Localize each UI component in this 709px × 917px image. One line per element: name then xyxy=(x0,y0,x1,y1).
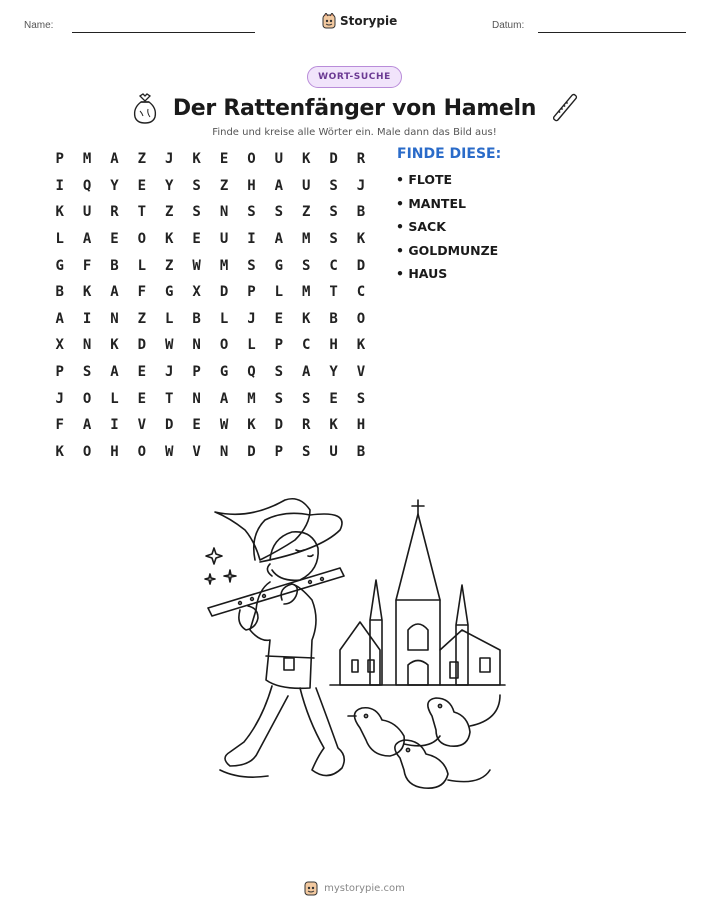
grid-cell[interactable]: M xyxy=(301,284,311,301)
word-list xyxy=(396,172,498,290)
grid-cell[interactable]: Q xyxy=(82,177,92,194)
grid-cell[interactable]: G xyxy=(274,257,284,274)
date-label: Datum: xyxy=(492,20,525,31)
grid-cell[interactable]: L xyxy=(274,284,284,301)
grid-cell[interactable]: B xyxy=(55,284,64,301)
grid-cell[interactable]: S xyxy=(247,257,256,274)
grid-cell[interactable]: D xyxy=(274,417,284,434)
grid-cell[interactable]: S xyxy=(274,204,284,221)
footer xyxy=(0,880,709,896)
grid-cell[interactable]: C xyxy=(356,284,366,301)
grid-cell[interactable]: S xyxy=(301,443,311,460)
grid-cell[interactable]: B xyxy=(110,257,119,274)
grid-cell[interactable]: K xyxy=(192,151,201,168)
grid-cell[interactable]: B xyxy=(356,443,366,460)
grid-cell[interactable]: W xyxy=(219,417,229,434)
grid-cell[interactable]: R xyxy=(110,204,119,221)
brand-logo xyxy=(322,13,397,29)
grid-cell[interactable]: Z xyxy=(165,257,174,274)
grid-cell[interactable]: L xyxy=(247,337,256,354)
grid-cell[interactable]: P xyxy=(55,364,64,381)
name-line[interactable] xyxy=(72,32,255,33)
grid-cell[interactable]: D xyxy=(329,151,338,168)
grid-cell[interactable]: S xyxy=(192,177,201,194)
grid-cell[interactable]: H xyxy=(110,443,119,460)
grid-cell[interactable]: K xyxy=(55,204,64,221)
grid-cell[interactable]: L xyxy=(165,310,174,327)
grid-cell[interactable]: P xyxy=(192,364,201,381)
grid-cell[interactable]: I xyxy=(247,231,256,248)
flute-icon xyxy=(550,92,578,124)
grid-cell[interactable]: H xyxy=(329,337,338,354)
grid-cell[interactable]: E xyxy=(192,231,201,248)
grid-cell[interactable]: S xyxy=(274,390,284,407)
grid-cell[interactable]: A xyxy=(82,231,92,248)
grid-cell[interactable]: K xyxy=(301,151,311,168)
grid-cell[interactable]: E xyxy=(110,231,119,248)
grid-cell[interactable]: R xyxy=(301,417,311,434)
grid-cell[interactable]: S xyxy=(274,364,284,381)
grid-cell[interactable]: D xyxy=(219,284,229,301)
grid-cell[interactable]: G xyxy=(219,364,229,381)
grid-cell[interactable]: O xyxy=(137,231,147,248)
grid-cell[interactable]: J xyxy=(247,310,256,327)
grid-cell[interactable]: G xyxy=(55,257,64,274)
grid-cell[interactable]: K xyxy=(55,443,64,460)
grid-cell[interactable]: J xyxy=(55,390,64,407)
category-badge-label: WORT-SUCHE xyxy=(318,72,391,82)
grid-cell[interactable]: K xyxy=(110,337,119,354)
grid-cell[interactable]: I xyxy=(110,417,119,434)
instructions: Finde und kreise alle Wörter ein. Male dann das Bild aus! xyxy=(212,127,497,138)
grid-cell[interactable]: E xyxy=(274,310,284,327)
grid-cell[interactable]: F xyxy=(55,417,64,434)
word-list-heading: FINDE DIESE: xyxy=(397,146,502,162)
grid-cell[interactable]: W xyxy=(192,257,201,274)
grid-cell[interactable]: J xyxy=(356,177,366,194)
grid-cell[interactable]: K xyxy=(356,231,366,248)
grid-cell[interactable]: Q xyxy=(247,364,256,381)
grid-cell[interactable]: H xyxy=(356,417,366,434)
title-row xyxy=(0,88,709,128)
grid-cell[interactable]: S xyxy=(301,257,311,274)
grid-cell[interactable]: M xyxy=(247,390,256,407)
page-title: Der Rattenfänger von Hameln xyxy=(172,95,537,121)
grid-cell[interactable]: A xyxy=(110,151,119,168)
grid-cell[interactable]: L xyxy=(137,257,147,274)
grid-cell[interactable]: U xyxy=(301,177,311,194)
grid-cell[interactable]: E xyxy=(192,417,201,434)
grid-cell[interactable]: P xyxy=(274,337,284,354)
grid-cell[interactable]: O xyxy=(137,443,147,460)
grid-cell[interactable]: G xyxy=(165,284,174,301)
grid-cell[interactable]: E xyxy=(329,390,338,407)
grid-cell[interactable]: K xyxy=(301,310,311,327)
coloring-illustration[interactable] xyxy=(200,490,510,800)
grid-cell[interactable]: S xyxy=(247,204,256,221)
grid-cell[interactable]: M xyxy=(82,151,92,168)
grid-cell[interactable]: N xyxy=(82,337,92,354)
grid-cell[interactable]: K xyxy=(356,337,366,354)
grid-cell[interactable]: A xyxy=(219,390,229,407)
grid-cell[interactable]: J xyxy=(165,364,174,381)
grid-cell[interactable]: P xyxy=(55,151,64,168)
grid-cell[interactable]: U xyxy=(82,204,92,221)
grid-cell[interactable]: D xyxy=(137,337,147,354)
grid-cell[interactable]: A xyxy=(274,231,284,248)
grid-cell[interactable]: N xyxy=(192,337,201,354)
grid-cell[interactable]: S xyxy=(329,231,338,248)
grid-cell[interactable]: Y xyxy=(329,364,338,381)
grid-cell[interactable]: M xyxy=(219,257,229,274)
grid-cell[interactable]: D xyxy=(247,443,256,460)
grid-cell[interactable]: A xyxy=(82,417,92,434)
grid-cell[interactable]: X xyxy=(192,284,201,301)
grid-cell[interactable]: V xyxy=(137,417,147,434)
grid-cell[interactable]: W xyxy=(165,443,174,460)
grid-cell[interactable]: K xyxy=(82,284,92,301)
grid-cell[interactable]: I xyxy=(55,177,64,194)
grid-cell[interactable]: B xyxy=(192,310,201,327)
grid-cell[interactable]: C xyxy=(301,337,311,354)
category-badge xyxy=(307,66,402,88)
grid-cell[interactable]: P xyxy=(274,443,284,460)
storypie-logo-icon xyxy=(304,880,318,896)
grid-cell[interactable]: E xyxy=(137,364,147,381)
grid-cell[interactable]: Z xyxy=(219,177,229,194)
grid-cell[interactable]: A xyxy=(110,364,119,381)
grid-cell[interactable]: N xyxy=(192,390,201,407)
word-item: • FLOTE xyxy=(396,172,453,187)
grid-cell[interactable]: O xyxy=(247,151,256,168)
grid-cell[interactable]: E xyxy=(137,177,147,194)
grid-cell[interactable]: K xyxy=(247,417,256,434)
grid-cell[interactable]: B xyxy=(329,310,338,327)
brand-name: Storypie xyxy=(340,14,398,28)
grid-cell[interactable]: Z xyxy=(137,310,147,327)
grid-cell[interactable]: S xyxy=(82,364,92,381)
grid-cell[interactable]: U xyxy=(329,443,338,460)
grid-cell[interactable]: D xyxy=(165,417,174,434)
grid-cell[interactable]: O xyxy=(219,337,229,354)
grid-cell[interactable]: C xyxy=(329,257,338,274)
grid-cell[interactable]: S xyxy=(356,390,366,407)
word-item: • HAUS xyxy=(396,266,448,281)
grid-cell[interactable]: W xyxy=(165,337,174,354)
grid-cell[interactable]: Y xyxy=(165,177,174,194)
grid-cell[interactable]: Z xyxy=(137,151,147,168)
grid-cell[interactable]: F xyxy=(82,257,92,274)
grid-cell[interactable]: T xyxy=(165,390,174,407)
grid-cell[interactable]: S xyxy=(192,204,201,221)
grid-cell[interactable]: V xyxy=(356,364,366,381)
sack-icon xyxy=(131,92,159,124)
grid-cell[interactable]: N xyxy=(219,204,229,221)
word-item: • MANTEL xyxy=(396,195,466,211)
grid-cell[interactable]: K xyxy=(165,231,174,248)
grid-cell[interactable]: E xyxy=(137,390,147,407)
word-item: • SACK xyxy=(396,219,446,234)
grid-cell[interactable]: T xyxy=(329,284,338,301)
grid-cell[interactable]: M xyxy=(301,231,311,248)
grid-cell[interactable]: L xyxy=(55,231,64,248)
grid-cell[interactable]: E xyxy=(219,151,229,168)
grid-cell[interactable]: S xyxy=(329,204,338,221)
footer-url[interactable]: mystorypie.com xyxy=(324,882,405,894)
grid-cell[interactable]: N xyxy=(219,443,229,460)
grid-cell[interactable]: X xyxy=(55,337,64,354)
grid-cell[interactable]: S xyxy=(329,177,338,194)
grid-cell[interactable]: O xyxy=(82,443,92,460)
grid-cell[interactable]: H xyxy=(247,177,256,194)
grid-cell[interactable]: Y xyxy=(110,177,119,194)
date-line[interactable] xyxy=(538,32,686,33)
letter-grid[interactable] xyxy=(46,146,375,465)
grid-cell[interactable]: L xyxy=(110,390,119,407)
name-label: Name: xyxy=(24,20,54,31)
grid-cell[interactable]: S xyxy=(301,390,311,407)
word-item: • GOLDMUNZE xyxy=(396,242,499,258)
grid-cell[interactable]: A xyxy=(110,284,119,301)
grid-cell[interactable]: R xyxy=(356,151,366,168)
grid-cell[interactable]: B xyxy=(356,204,366,221)
grid-cell[interactable]: J xyxy=(165,151,174,168)
grid-cell[interactable]: O xyxy=(82,390,92,407)
grid-cell[interactable]: Z xyxy=(301,204,311,221)
grid-cell[interactable]: V xyxy=(192,443,201,460)
grid-cell[interactable]: O xyxy=(356,310,366,327)
storypie-logo-icon xyxy=(322,13,336,29)
grid-cell[interactable]: D xyxy=(356,257,366,274)
grid-cell[interactable]: A xyxy=(55,310,64,327)
grid-cell[interactable]: T xyxy=(137,204,147,221)
grid-cell[interactable]: I xyxy=(82,310,92,327)
grid-cell[interactable]: P xyxy=(247,284,256,301)
grid-cell[interactable]: L xyxy=(219,310,229,327)
grid-cell[interactable]: K xyxy=(329,417,338,434)
grid-cell[interactable]: A xyxy=(301,364,311,381)
grid-cell[interactable]: F xyxy=(137,284,147,301)
grid-cell[interactable]: A xyxy=(274,177,284,194)
grid-cell[interactable]: U xyxy=(274,151,284,168)
grid-cell[interactable]: N xyxy=(110,310,119,327)
grid-cell[interactable]: Z xyxy=(165,204,174,221)
grid-cell[interactable]: U xyxy=(219,231,229,248)
